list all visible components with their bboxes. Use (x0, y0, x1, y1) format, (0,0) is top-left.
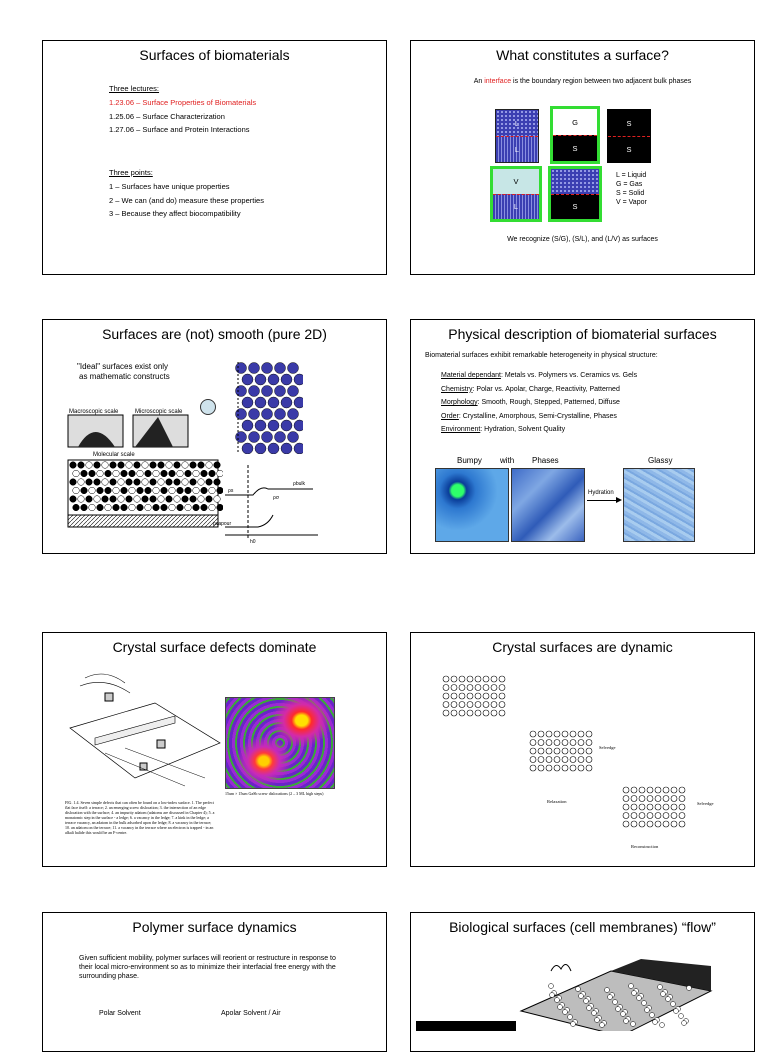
glassy-label: Glassy (648, 456, 673, 465)
point-item: 2 – We can (and do) measure these properties (109, 195, 264, 205)
slide-title: Crystal surface defects dominate (112, 639, 317, 655)
property-list: Material dependant: Metals vs. Polymers vs. Ceramics vs. Gels Chemistry: Polar vs. Apolar, Charge, Reactivity, Patterned Morphology: Smooth, Rough, Stepped, Patterned, Diffuse Order: Crystalline, Amorphous, Semi-Crystalline, Phases Environment: Hydration, Solvent Quality (441, 372, 638, 433)
slide-title: Physical description of biomaterial surfaces (448, 326, 717, 342)
polymer-body: Given sufficient mobility, polymer surfaces will reorient or restructure in response to their local micro-environment so as to minimize their interfacial free energy with the surrounding phase. (79, 955, 336, 980)
afm-caption: 15um × 15um GaSb screw dislocations (2 – 3 ML high steps) (225, 791, 324, 796)
interface-definition: An interface is the boundary region between two adjacent bulk phases (473, 78, 692, 85)
lectures-heading: Three lectures: (109, 84, 160, 93)
slide-title: Crystal surfaces are dynamic (492, 639, 673, 655)
slide-title: Surfaces of biomaterials (139, 47, 290, 63)
slide-what-constitutes-a-surface (410, 40, 755, 275)
svg-text:ρbulk: ρbulk (293, 481, 306, 487)
lecture-item: 1.23.06 – Surface Properties of Biomaterials (109, 97, 257, 107)
hydration-arrow (587, 500, 619, 501)
phase-box-solid-solid: S S (607, 109, 651, 163)
scale-illustration (63, 405, 223, 530)
point-item: 3 – Because they affect biocompatibility (109, 209, 241, 219)
svg-text:Relaxation: Relaxation (547, 799, 567, 804)
afm-screw-dislocations-image (225, 697, 335, 789)
macro-label: Macroscopic scale (69, 409, 119, 415)
slide-title: Surfaces are (not) smooth (pure 2D) (102, 326, 327, 342)
afm-image-bumpy (435, 468, 509, 542)
with-label: with (500, 456, 515, 465)
surfaces-footer: We recognize (S/G), (S/L), and (L/V) as surfaces (507, 236, 658, 243)
slide-membranes-flow (410, 912, 755, 1052)
terrace-ledge-kink-diagram (65, 668, 225, 793)
point-item: 1 – Surfaces have unique properties (109, 181, 230, 191)
afm-image-phases (511, 468, 585, 542)
slide-surfaces-not-smooth (42, 319, 387, 554)
slide-title: Polymer surface dynamics (132, 919, 297, 935)
phase-box-vapor-liquid: V L (490, 166, 542, 222)
svg-text:Selvedge: Selvedge (599, 745, 616, 750)
defects-caption: FIG. 1.4. Seven simple defects that can often be found on a low-index surface. 1. The perfect flat face itself: a terrace; 2. an emerging screw dislocation; 3. the intersection of an edge dislocation with the surface; 4. an impurity adatom (adatoms are discussed in Chapter 4); 5. a monatomic step in the surface - a ledge; 6. a vacancy in the ledge; 7. a kink in the ledge; a terrace vacancy, an adatom in the bulk adsorbed upon the ledge; 8. a vacancy in the terrace; 10. an adatom on the terrace; 11. a vacancy in the terrace where an electron is trapped - in an alkali halide this would be an F-centre. (65, 800, 215, 835)
micro-label: Microscopic scale (135, 409, 183, 415)
slide-title: What constitutes a surface? (496, 47, 669, 63)
point-list (109, 166, 264, 221)
svg-text:h0: h0 (250, 539, 256, 545)
svg-text:ρs: ρs (228, 488, 234, 494)
lecture-item: 1.27.06 – Surface and Protein Interactions (109, 125, 250, 135)
phases-label: Phases (532, 456, 559, 465)
arrow-head-icon (616, 497, 622, 503)
bumpy-label: Bumpy (457, 456, 482, 465)
packed-circles (233, 362, 303, 454)
svg-text:ρvapour: ρvapour (213, 521, 232, 527)
svg-text:ρσ: ρσ (273, 495, 279, 501)
slide-physical-description (410, 319, 755, 554)
relaxation-reconstruction-diagram (411, 673, 754, 858)
polar-solvent-label: Polar Solvent (99, 1010, 141, 1017)
hydration-label: Hydration (588, 490, 614, 496)
slide-title: Biological surfaces (cell membranes) “flow” (449, 919, 716, 935)
phase-box-liquid-liquid: L L (495, 109, 539, 163)
phase-legend: L = Liquid G = Gas S = Solid V = Vapor (616, 172, 647, 206)
slide-crystal-defects (42, 632, 387, 867)
atom-icon (200, 399, 216, 415)
afm-image-glassy (623, 468, 695, 542)
lecture-list (109, 82, 256, 137)
slide-surfaces-of-biomaterials (42, 40, 387, 275)
density-profile-graph (213, 465, 323, 545)
cell-membrane-illustration (411, 941, 754, 1031)
phase-box-gas-solid: G S (550, 106, 600, 164)
lecture-item: 1.25.06 – Surface Characterization (109, 111, 225, 121)
ideal-surfaces-note: "Ideal" surfaces exist only as mathematic constructs (77, 362, 170, 381)
points-heading: Three points: (109, 168, 153, 177)
svg-text:Selvedge: Selvedge (697, 801, 714, 806)
slide-polymer-dynamics (42, 912, 387, 1052)
slide-crystal-dynamic (410, 632, 755, 867)
apolar-solvent-label: Apolar Solvent / Air (221, 1010, 281, 1017)
molecular-label: Molecular scale (93, 452, 135, 458)
heterogeneity-intro: Biomaterial surfaces exhibit remarkable heterogeneity in physical structure: (425, 352, 658, 359)
phase-box-liquid-solid: S (548, 166, 602, 222)
svg-text:Reconstruction: Reconstruction (631, 844, 659, 849)
